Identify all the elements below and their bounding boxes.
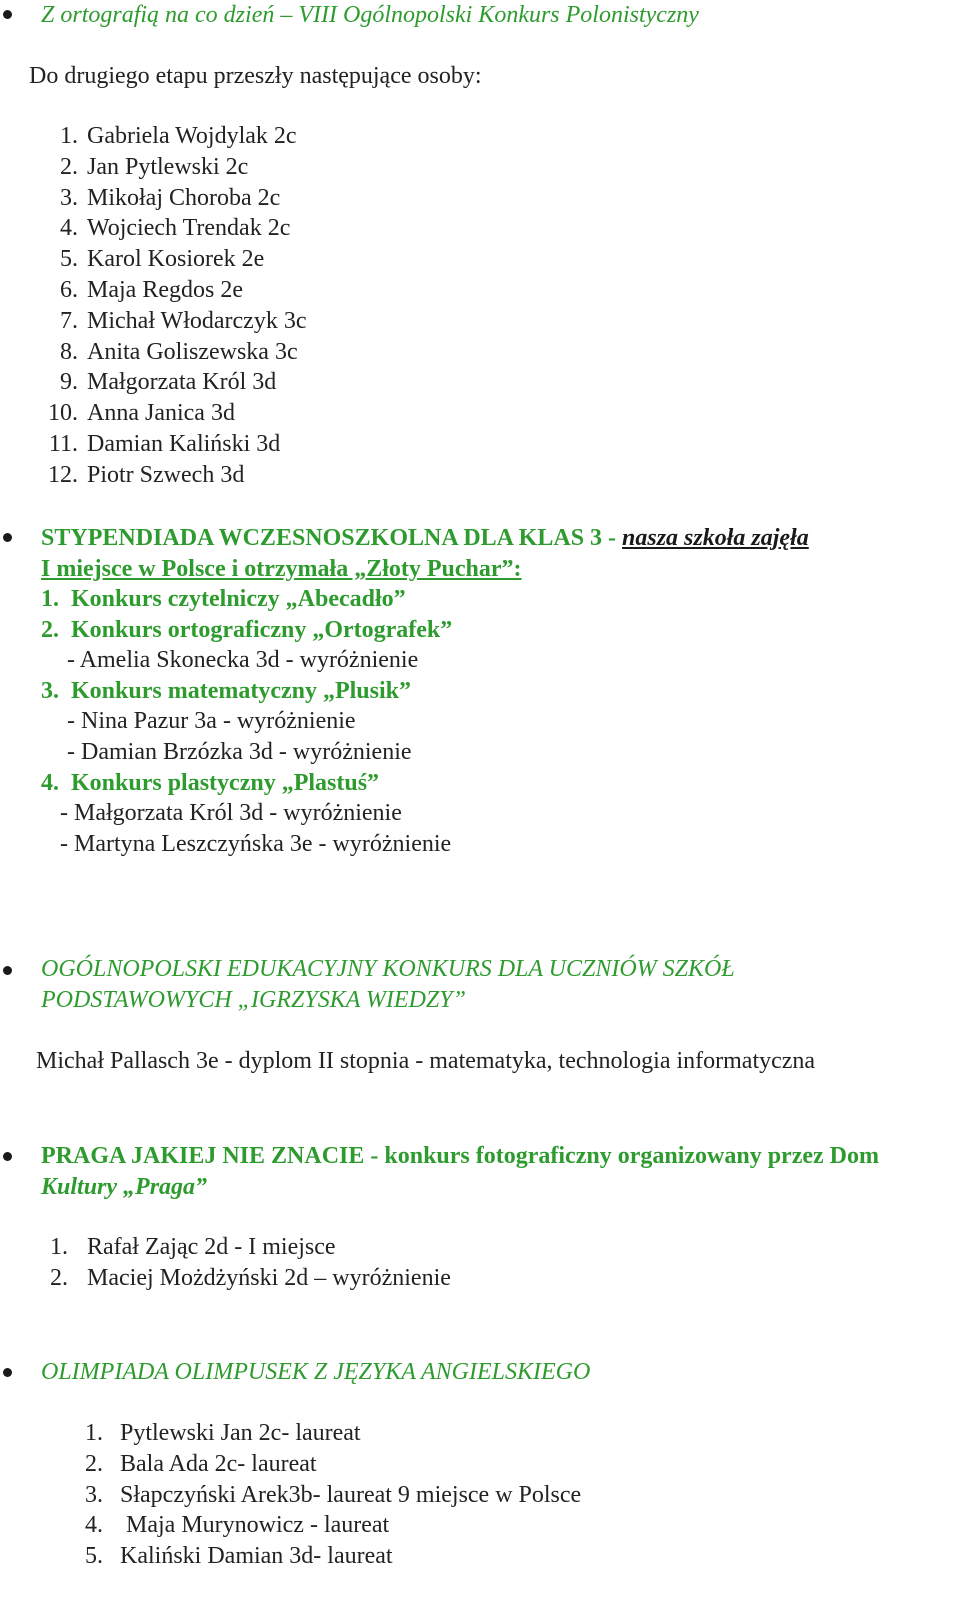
section-intro: Do drugiego etapu przeszły następujące osoby:: [29, 63, 482, 89]
list-item-text: Maciej Możdżyński 2d – wyróżnienie: [87, 1264, 451, 1291]
section-title-stypendiada-line2: I miejsce w Polsce i otrzymała „Złoty Puchar”:: [41, 556, 522, 582]
list-item-text: Małgorzata Król 3d: [87, 369, 277, 396]
list-item-text: Anna Janica 3d: [87, 400, 235, 427]
list-item-text: Mikołaj Choroba 2c: [87, 184, 281, 211]
list-item-text: Michał Włodarczyk 3c: [87, 307, 307, 334]
section-title-igrzyska: OGÓLNOPOLSKI EDUKACYJNY KONKURS DLA UCZNIÓW SZKÓŁ: [41, 956, 735, 982]
list-item-number: 5.: [85, 1543, 103, 1570]
list-item-text: Kaliński Damian 3d- laureat: [120, 1543, 393, 1570]
list-item-text: Słapczyński Arek3b- laureat 9 miejsce w Polsce: [120, 1481, 582, 1508]
list-item-text: Maja Regdos 2e: [87, 277, 243, 303]
bullet-icon: [3, 533, 12, 542]
list-item-number: 9.: [60, 369, 78, 396]
list-item-text: Jan Pytlewski 2c: [87, 153, 249, 180]
list-item-number: 3.: [85, 1481, 103, 1508]
contest-matematyczny: 3. Konkurs matematyczny „Plusik”: [41, 678, 412, 704]
contest-czytelniczy: 1. Konkurs czytelniczy „Abecadło”: [41, 586, 406, 612]
section-title-praga: [41, 1141, 879, 1171]
award-item: - Martyna Leszczyńska 3e - wyróżnienie: [60, 831, 452, 857]
award-item: - Małgorzata Król 3d - wyróżnienie: [60, 800, 402, 826]
list-item-number: 10.: [48, 400, 78, 427]
list-item-number: 2.: [85, 1450, 103, 1477]
list-item-text: Gabriela Wojdylak 2c: [87, 123, 297, 149]
list-item-number: 12.: [48, 461, 78, 488]
contest-plastyczny: 4. Konkurs plastyczny „Plastuś”: [41, 770, 380, 796]
award-item: - Damian Brzózka 3d - wyróżnienie: [67, 739, 412, 765]
list-item-text: Rafał Zając 2d - I miejsce: [87, 1234, 336, 1260]
bullet-icon: [3, 10, 12, 19]
section-title-stypendiada: [41, 523, 809, 553]
list-item-number: 4.: [85, 1512, 103, 1539]
title-part-a: STYPENDIADA WCZESNOSZKOLNA DLA KLAS 3 -: [41, 525, 623, 551]
list-item-number: 1.: [85, 1420, 103, 1446]
title-part-a: PRAGA JAKIEJ NIE ZNACIE -: [41, 1143, 385, 1169]
bullet-icon: [3, 966, 12, 975]
list-item-text: Karol Kosiorek 2e: [87, 246, 265, 273]
bullet-icon: [3, 1368, 12, 1377]
list-item-text: Anita Goliszewska 3c: [87, 338, 298, 365]
title-part-b: nasza szkoła zajęła: [622, 525, 809, 551]
list-item-number: 1.: [50, 1234, 68, 1260]
bullet-icon: [3, 1152, 12, 1161]
section-title-igrzyska-line2: PODSTAWOWYCH „IGRZYSKA WIEDZY”: [41, 987, 466, 1013]
contest-ortograficzny: 2. Konkurs ortograficzny „Ortografek”: [41, 617, 453, 643]
list-item-number: 2.: [60, 153, 78, 180]
title-part-b: konkurs fotograficzny organizowany przez Dom: [384, 1143, 879, 1169]
section-title-olimpusek: OLIMPIADA OLIMPUSEK Z JĘZYKA ANGIELSKIEGO: [41, 1359, 591, 1385]
section-title-praga-line2: Kultury „Praga”: [41, 1174, 208, 1200]
list-item-text: Pytlewski Jan 2c- laureat: [120, 1420, 361, 1446]
list-item-number: 4.: [60, 215, 78, 242]
list-item-text: Damian Kaliński 3d: [87, 431, 281, 457]
igrzyska-result: Michał Pallasch 3e - dyplom II stopnia - matematyka, technologia informatyczna: [36, 1048, 816, 1074]
list-item-text: Piotr Szwech 3d: [87, 461, 245, 488]
list-item-number: 8.: [60, 338, 78, 365]
award-item: - Nina Pazur 3a - wyróżnienie: [67, 708, 356, 734]
list-item-text: Maja Murynowicz - laureat: [120, 1512, 390, 1539]
list-item-number: 7.: [60, 307, 78, 334]
list-item-number: 5.: [60, 246, 78, 273]
award-item: - Amelia Skonecka 3d - wyróżnienie: [67, 647, 419, 673]
list-item-text: Bala Ada 2c- laureat: [120, 1450, 317, 1477]
list-item-number: 11.: [48, 431, 78, 457]
list-item-text: Wojciech Trendak 2c: [87, 215, 291, 242]
list-item-number: 3.: [60, 184, 78, 211]
section-title-ortografia: Z ortografią na co dzień – VIII Ogólnopolski Konkurs Polonistyczny: [41, 2, 699, 28]
list-item-number: 2.: [50, 1264, 68, 1291]
list-item-number: 6.: [60, 277, 78, 303]
list-item-number: 1.: [60, 123, 78, 149]
